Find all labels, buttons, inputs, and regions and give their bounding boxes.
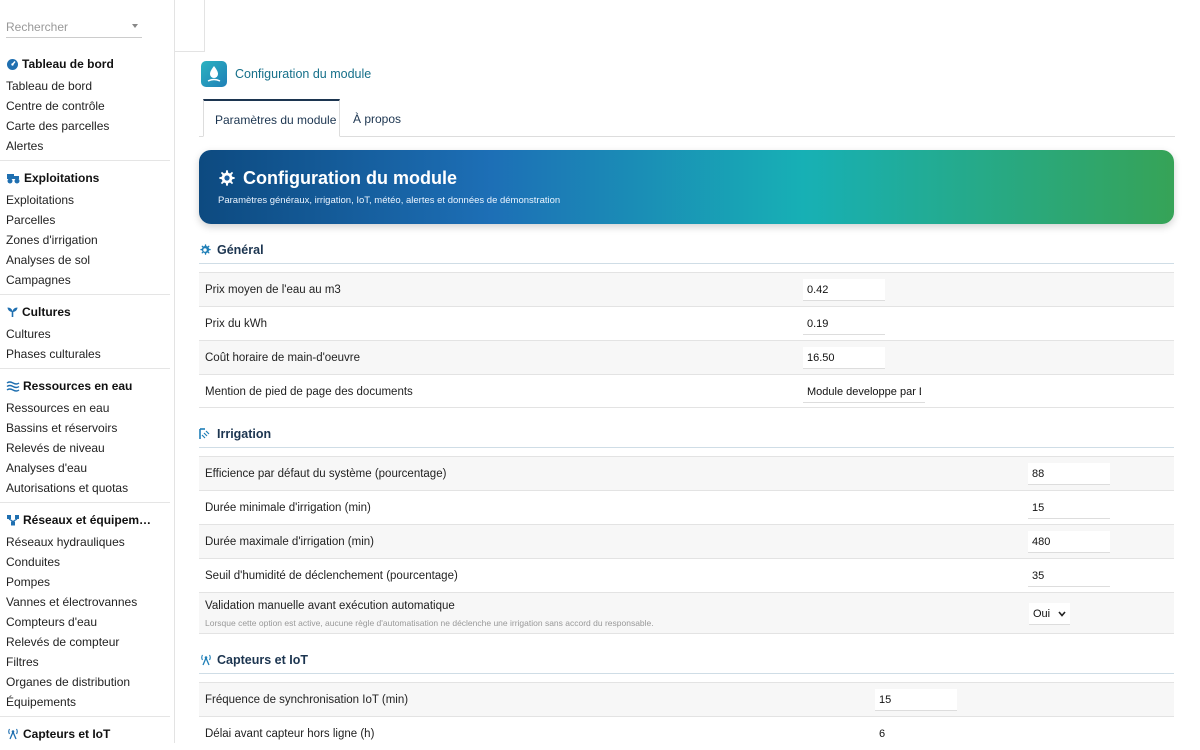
setting-hint: Lorsque cette option est active, aucune règle d'automatisation ne déclenche une irrigation sans accord du responsable. [205, 618, 654, 628]
sidebar-section-reseaux-equipements[interactable] [6, 513, 166, 527]
setting-label: Durée minimale d'irrigation (min) [205, 502, 371, 514]
sidebar-section-capteurs-iot[interactable] [6, 727, 166, 741]
setting-row [199, 558, 1174, 592]
section-title: Général [217, 243, 264, 257]
search-input[interactable] [6, 16, 142, 38]
offline-delay-value[interactable]: 6 [879, 728, 886, 740]
setting-row [199, 524, 1174, 558]
setting-row [199, 374, 1174, 408]
sidebar-divider [0, 502, 170, 503]
sidebar-item-tableau-de-bord[interactable]: Tableau de bord [6, 79, 93, 93]
setting-label: Durée maximale d'irrigation (min) [205, 536, 374, 548]
sidebar-divider [0, 368, 170, 369]
setting-label: Prix du kWh [205, 318, 267, 330]
sidebar-section-exploitations[interactable] [6, 171, 166, 185]
setting-row [199, 272, 1174, 306]
section-title: Irrigation [217, 427, 272, 441]
sidebar-item-campagnes[interactable]: Campagnes [6, 273, 71, 287]
sidebar-section-label: Ressources en eau [23, 379, 133, 393]
sidebar-item-releves-compteur[interactable]: Relevés de compteur [6, 635, 120, 649]
manual-validation-select[interactable] [1029, 603, 1070, 625]
sidebar-item-parcelles[interactable]: Parcelles [6, 213, 56, 227]
search-placeholder: Rechercher [6, 20, 69, 34]
gear-icon [218, 169, 236, 187]
kwh-price-input[interactable] [803, 313, 885, 335]
sidebar-item-releves-de-niveau[interactable]: Relevés de niveau [6, 441, 105, 455]
top-bar-corner [175, 0, 205, 52]
sidebar-item-analyses-eau[interactable]: Analyses d'eau [6, 461, 88, 475]
dashboard-icon [6, 58, 19, 70]
sidebar-item-pompes[interactable]: Pompes [6, 575, 51, 589]
sidebar-item-cultures[interactable]: Cultures [6, 327, 51, 341]
section-title: Capteurs et IoT [217, 653, 308, 667]
sidebar-divider [0, 294, 170, 295]
sidebar-section-label: Réseaux et équipem… [23, 513, 152, 527]
select-value: Oui [1033, 607, 1051, 620]
setting-label: Fréquence de synchronisation IoT (min) [205, 694, 409, 706]
setting-row [199, 306, 1174, 340]
sidebar-section-label: Capteurs et IoT [23, 727, 111, 741]
min-duration-input[interactable] [1028, 497, 1110, 519]
efficiency-input[interactable] [1028, 463, 1110, 485]
sidebar-item-exploitations[interactable]: Exploitations [6, 193, 75, 207]
sidebar-section-label: Exploitations [24, 171, 100, 185]
setting-label: Validation manuelle avant exécution automatique [205, 600, 455, 612]
antenna-icon [199, 654, 213, 666]
section-irrigation [199, 420, 1174, 448]
network-icon [6, 514, 20, 526]
sidebar-item-centre-de-controle[interactable]: Centre de contrôle [6, 99, 105, 113]
sidebar-item-equipements[interactable]: Équipements [6, 695, 77, 709]
sidebar-item-vannes[interactable]: Vannes et électrovannes [6, 595, 138, 609]
sidebar-item-carte-des-parcelles[interactable]: Carte des parcelles [6, 119, 110, 133]
setting-label: Coût horaire de main-d'oeuvre [205, 352, 360, 364]
setting-label: Efficience par défaut du système (pourcentage) [205, 468, 447, 480]
section-general [199, 236, 1174, 264]
sidebar-item-bassins-reservoirs[interactable]: Bassins et réservoirs [6, 421, 118, 435]
gear-icon [199, 244, 211, 256]
setting-row [199, 490, 1174, 524]
sidebar-section-label: Tableau de bord [22, 57, 114, 71]
sidebar-section-dashboard[interactable] [6, 57, 166, 71]
sidebar-section-cultures[interactable] [6, 305, 166, 319]
iot-sync-frequency-input[interactable] [875, 689, 957, 711]
labor-cost-input[interactable] [803, 347, 885, 369]
setting-label: Délai avant capteur hors ligne (h) [205, 728, 375, 740]
irrigation-icon [199, 428, 211, 440]
sidebar-item-organes-distribution[interactable]: Organes de distribution [6, 675, 131, 689]
tractor-icon [6, 172, 21, 184]
sidebar-section-ressources-en-eau[interactable] [6, 379, 166, 393]
sidebar-divider [0, 160, 170, 161]
footer-mention-input[interactable] [803, 381, 925, 403]
setting-row [199, 456, 1174, 490]
sidebar-item-phases-culturales[interactable]: Phases culturales [6, 347, 101, 361]
sidebar-divider [0, 716, 170, 717]
sidebar-item-analyses-de-sol[interactable]: Analyses de sol [6, 253, 91, 267]
setting-label: Mention de pied de page des documents [205, 386, 413, 398]
sidebar-section-label: Cultures [22, 305, 71, 319]
setting-row [199, 682, 1174, 716]
module-title: Configuration du module [235, 67, 372, 81]
banner-title: Configuration du module [243, 168, 457, 188]
sidebar-item-reseaux-hydrauliques[interactable]: Réseaux hydrauliques [6, 535, 125, 549]
sidebar-item-alertes[interactable]: Alertes [6, 139, 44, 153]
setting-row [199, 340, 1174, 374]
chevron-down-icon [1058, 611, 1066, 617]
tab-bar [199, 99, 1175, 137]
tab-a-propos[interactable]: À propos [353, 112, 402, 126]
setting-label: Seuil d'humidité de déclenchement (pourcentage) [205, 570, 458, 582]
chevron-down-icon[interactable] [132, 24, 138, 28]
setting-row [199, 716, 1174, 750]
config-banner [199, 150, 1174, 224]
setting-label: Prix moyen de l'eau au m3 [205, 284, 341, 296]
module-logo-icon [201, 61, 227, 87]
tab-parametres-du-module[interactable]: Paramètres du module [203, 99, 340, 137]
water-price-input[interactable] [803, 279, 885, 301]
sidebar-item-compteurs-eau[interactable]: Compteurs d'eau [6, 615, 98, 629]
sidebar [0, 0, 175, 743]
banner-subtitle: Paramètres généraux, irrigation, IoT, météo, alertes et données de démonstration [218, 195, 561, 206]
sidebar-item-ressources-en-eau[interactable]: Ressources en eau [6, 401, 110, 415]
seedling-icon [6, 306, 19, 318]
antenna-icon [6, 728, 20, 740]
setting-row [199, 592, 1174, 634]
sidebar-item-filtres[interactable]: Filtres [6, 655, 39, 669]
sidebar-item-conduites[interactable]: Conduites [6, 555, 61, 569]
section-capteurs-iot [199, 646, 1174, 674]
water-icon [6, 380, 20, 392]
max-duration-input[interactable] [1028, 531, 1110, 553]
sidebar-item-autorisations-quotas[interactable]: Autorisations et quotas [6, 481, 129, 495]
sidebar-item-zones-irrigation[interactable]: Zones d'irrigation [6, 233, 98, 247]
humidity-threshold-input[interactable] [1028, 565, 1110, 587]
